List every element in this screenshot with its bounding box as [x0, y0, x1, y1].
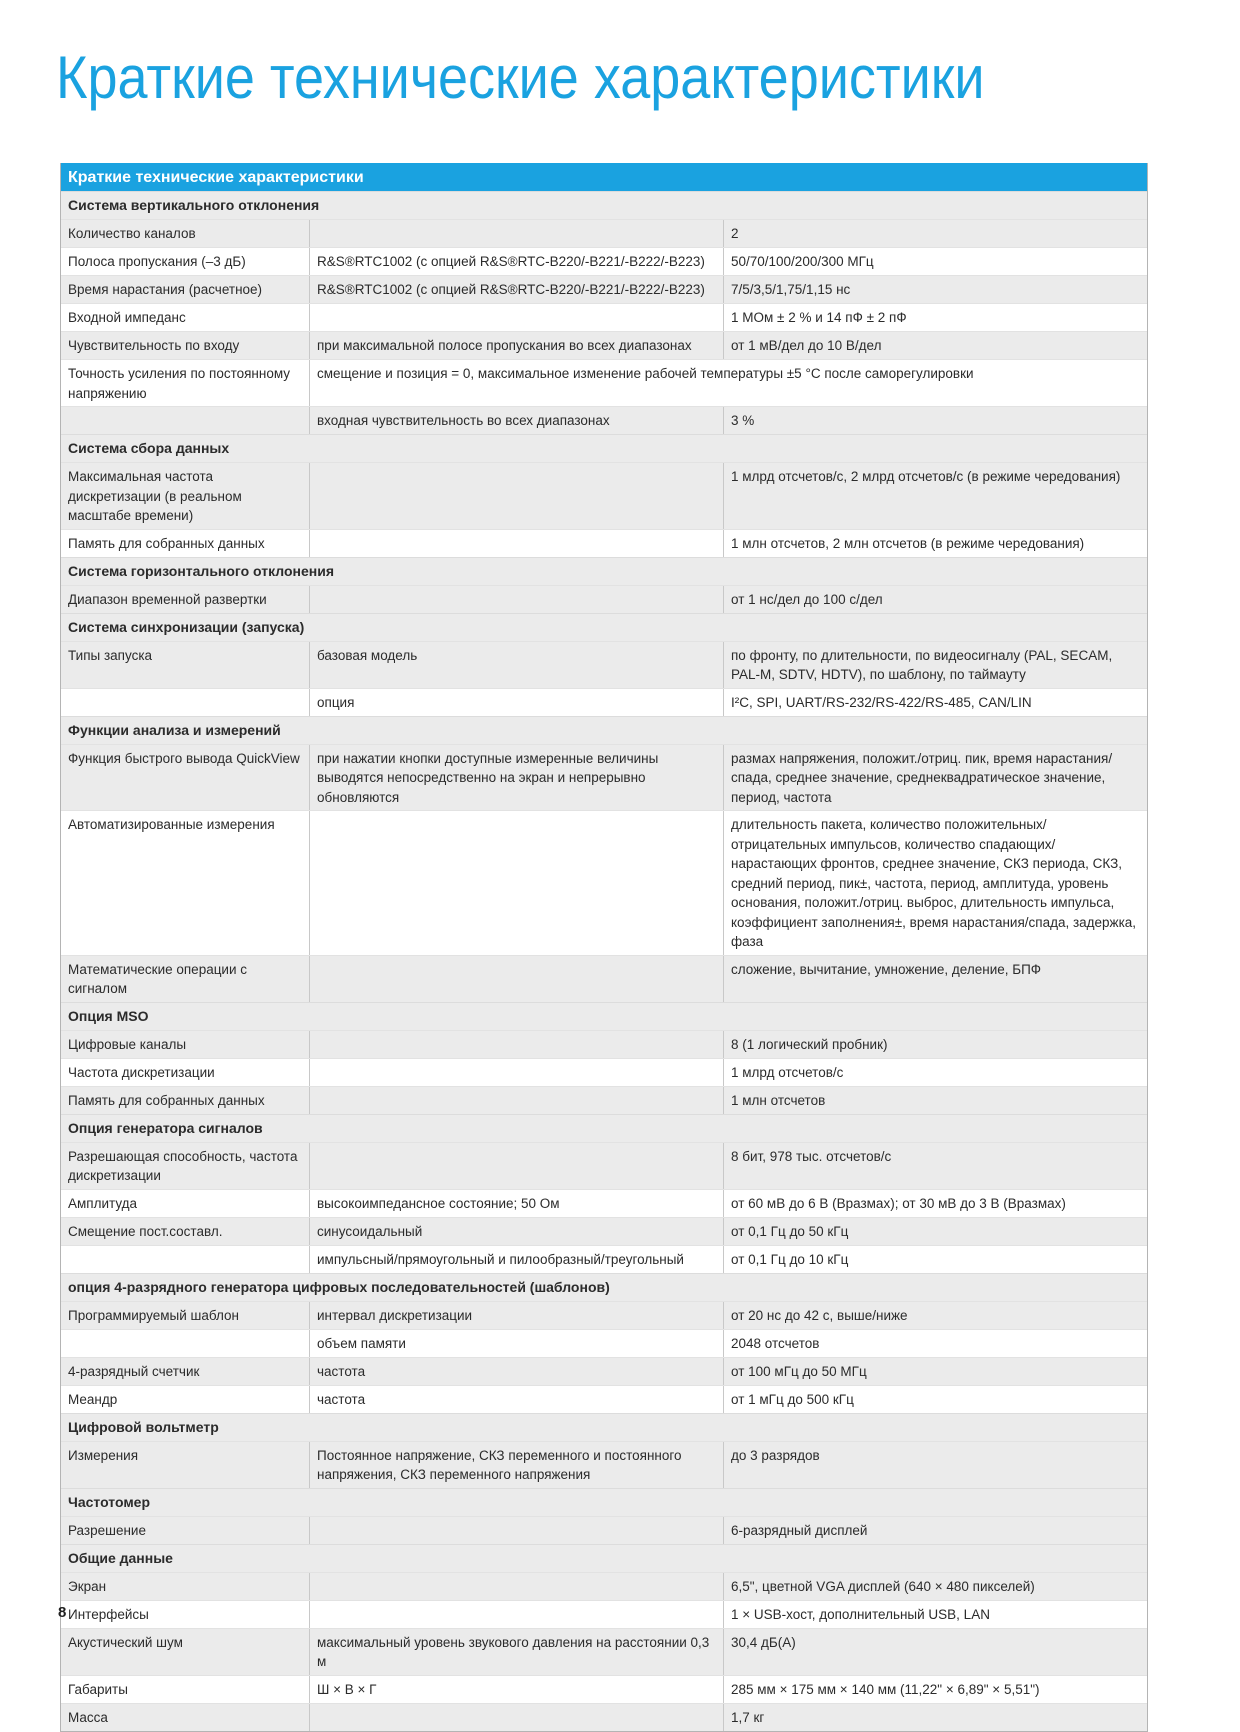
table-row	[61, 1628, 1147, 1675]
value-cell: по фронту, по длительности, по видеосигналу (PAL, SECAM, PAL-M, SDTV, HDTV), по шаблону, по таймауту	[723, 642, 1147, 688]
parameter-cell: Разрешающая способность, частота дискретизации	[68, 1148, 298, 1183]
section-heading: Опция генератора сигналов	[61, 1114, 1147, 1142]
condition-cell: базовая модель	[309, 642, 723, 688]
value-cell: 30,4 дБ(А)	[723, 1629, 1147, 1675]
value-cell: от 1 мВ/дел до 10 В/дел	[723, 332, 1147, 359]
value-cell: 1 млрд отсчетов/с	[723, 1059, 1147, 1086]
spec-table	[60, 163, 1148, 1732]
condition-cell	[309, 1087, 723, 1114]
condition-cell	[309, 586, 723, 613]
value-cell: 1 МОм ± 2 % и 14 пФ ± 2 пФ	[723, 304, 1147, 331]
section-heading: Цифровой вольтметр	[61, 1413, 1147, 1441]
page-number: 8	[58, 1604, 67, 1621]
table-row	[61, 1441, 1147, 1488]
condition-cell	[309, 530, 723, 557]
table-row	[61, 1385, 1147, 1413]
table-row	[61, 585, 1147, 613]
table-row	[61, 359, 1147, 406]
parameter-cell: Память для собранных данных	[68, 535, 265, 551]
table-row	[61, 1189, 1147, 1217]
parameter-cell: 4-разрядный счетчик	[68, 1363, 200, 1379]
table-row	[61, 1086, 1147, 1114]
table-row	[61, 1030, 1147, 1058]
table-row	[61, 247, 1147, 275]
condition-cell: при максимальной полосе пропускания во всех диапазонах	[309, 332, 723, 359]
value-cell: 285 мм × 175 мм × 140 мм (11,22" × 6,89" × 5,51")	[723, 1676, 1147, 1703]
section-rows	[61, 641, 1147, 716]
parameter-cell: Амплитуда	[68, 1195, 138, 1211]
section-rows	[61, 462, 1147, 557]
parameter-cell: Частота дискретизации	[68, 1064, 215, 1080]
table-row	[61, 275, 1147, 303]
condition-cell: импульсный/прямоугольный и пилообразный/треугольный	[309, 1246, 723, 1273]
parameter-cell: Интерфейсы	[68, 1606, 149, 1622]
table-row	[61, 1600, 1147, 1628]
condition-cell	[309, 1031, 723, 1058]
parameter-cell: Диапазон временной развертки	[68, 591, 267, 607]
parameter-cell	[61, 407, 309, 434]
table-row	[61, 688, 1147, 716]
table-row	[61, 955, 1147, 1002]
condition-cell	[309, 811, 723, 955]
table-row	[61, 1245, 1147, 1273]
parameter-cell	[61, 689, 309, 716]
section-heading: Система горизонтального отклонения	[61, 557, 1147, 585]
section-heading: Система синхронизации (запуска)	[61, 613, 1147, 641]
condition-cell	[309, 304, 723, 331]
condition-cell	[309, 1059, 723, 1086]
table-header: Краткие технические характеристики	[61, 163, 1147, 191]
parameter-cell: Функция быстрого вывода QuickView	[68, 750, 300, 766]
parameter-cell: Типы запуска	[68, 647, 153, 663]
condition-cell: R&S®RTC1002 (с опцией R&S®RTC-B220/-B221/-B222/-B223)	[309, 248, 723, 275]
table-row	[61, 529, 1147, 557]
value-cell: 2	[723, 220, 1147, 247]
table-row	[61, 1301, 1147, 1329]
parameter-cell: Входной импеданс	[68, 310, 186, 325]
parameter-cell: Измерения	[68, 1447, 139, 1463]
condition-cell: при нажатии кнопки доступные измеренные величины выводятся непосредственно на экран и непрерывно обновляются	[309, 745, 723, 811]
section-heading: Система вертикального отклонения	[61, 191, 1147, 219]
table-row	[61, 406, 1147, 434]
value-cell: 3 %	[723, 407, 1147, 434]
value-cell: 7/5/3,5/1,75/1,15 нс	[723, 276, 1147, 303]
value-cell: от 100 мГц до 50 МГц	[723, 1358, 1147, 1385]
value-cell: от 1 мГц до 500 кГц	[723, 1386, 1147, 1413]
parameter-cell: Математические операции с сигналом	[68, 961, 248, 996]
condition-cell: входная чувствительность во всех диапазонах	[309, 407, 723, 434]
section-heading: Опция MSO	[61, 1002, 1147, 1030]
table-row	[61, 641, 1147, 688]
section-heading: Общие данные	[61, 1544, 1147, 1572]
value-cell: от 0,1 Гц до 10 кГц	[723, 1246, 1147, 1273]
value-cell: 2048 отсчетов	[723, 1330, 1147, 1357]
section-rows	[61, 219, 1147, 434]
section-rows	[61, 585, 1147, 613]
parameter-cell: Точность усиления по постоянному напряжению	[68, 366, 291, 401]
table-row	[61, 1703, 1147, 1731]
value-cell: 1 млн отсчетов, 2 млн отсчетов (в режиме чередования)	[723, 530, 1147, 557]
condition-cell: частота	[309, 1386, 723, 1413]
section-rows	[61, 1572, 1147, 1731]
condition-cell	[309, 220, 723, 247]
parameter-cell: Память для собранных данных	[68, 1092, 265, 1108]
section-rows	[61, 1142, 1147, 1273]
value-cell: 6,5", цветной VGA дисплей (640 × 480 пикселей)	[723, 1573, 1147, 1600]
page-title: Краткие технические характеристики	[56, 44, 985, 111]
parameter-cell: Экран	[68, 1578, 107, 1594]
section-heading: Частотомер	[61, 1488, 1147, 1516]
value-cell: до 3 разрядов	[723, 1442, 1147, 1488]
parameter-cell: Время нарастания (расчетное)	[68, 282, 263, 297]
table-row	[61, 331, 1147, 359]
condition-cell	[309, 1143, 723, 1189]
table-row	[61, 810, 1147, 955]
section-rows	[61, 1441, 1147, 1488]
section-heading: опция 4-разрядного генератора цифровых последовательностей (шаблонов)	[61, 1273, 1147, 1301]
condition-cell: максимальный уровень звукового давления на расстоянии 0,3 м	[309, 1629, 723, 1675]
value-cell: 8 бит, 978 тыс. отсчетов/с	[723, 1143, 1147, 1189]
condition-cell: объем памяти	[309, 1330, 723, 1357]
value-cell: 1,7 кг	[723, 1704, 1147, 1731]
parameter-cell: Полоса пропускания (–3 дБ)	[68, 254, 246, 269]
parameter-cell	[61, 1330, 309, 1357]
table-row	[61, 1058, 1147, 1086]
parameter-cell: Количество каналов	[68, 226, 196, 241]
section-heading: Система сбора данных	[61, 434, 1147, 462]
parameter-cell: Смещение пост.составл.	[68, 1223, 223, 1239]
table-row	[61, 303, 1147, 331]
condition-cell: интервал дискретизации	[309, 1302, 723, 1329]
value-cell: 1 млн отсчетов	[723, 1087, 1147, 1114]
parameter-cell: Разрешение	[68, 1522, 146, 1538]
table-row	[61, 1572, 1147, 1600]
parameter-cell: Программируемый шаблон	[68, 1307, 239, 1323]
value-cell: 1 млрд отсчетов/с, 2 млрд отсчетов/с (в режиме чередования)	[723, 463, 1147, 529]
condition-cell: Ш × В × Г	[309, 1676, 723, 1703]
table-body	[61, 191, 1147, 1731]
condition-cell	[309, 1573, 723, 1600]
value-cell: 50/70/100/200/300 МГц	[723, 248, 1147, 275]
condition-cell	[309, 1601, 723, 1628]
condition-cell: синусоидальный	[309, 1218, 723, 1245]
parameter-cell: Максимальная частота дискретизации (в реальном масштабе времени)	[68, 469, 242, 523]
table-row	[61, 1217, 1147, 1245]
section-rows	[61, 1516, 1147, 1544]
condition-cell: Постоянное напряжение, СКЗ переменного и постоянного напряжения, СКЗ переменного напряжения	[309, 1442, 723, 1488]
table-row	[61, 462, 1147, 529]
condition-cell: высокоимпедансное состояние; 50 Ом	[309, 1190, 723, 1217]
parameter-cell	[61, 1246, 309, 1273]
value-cell: от 0,1 Гц до 50 кГц	[723, 1218, 1147, 1245]
condition-cell	[309, 1517, 723, 1544]
condition-cell: R&S®RTC1002 (с опцией R&S®RTC-B220/-B221/-B222/-B223)	[309, 276, 723, 303]
table-row	[61, 219, 1147, 247]
parameter-cell: Автоматизированные измерения	[68, 817, 275, 832]
parameter-cell: Масса	[68, 1709, 108, 1725]
value-cell: длительность пакета, количество положительных/отрицательных импульсов, количество спадающих/нарастающих фронтов, среднее значение, СКЗ периода, СКЗ, средний период, пик±, частота, период, амплитуда, уровень основания, положит./отриц. выброс, длительность импульса, коэффициент заполнения±, время нарастания/спада, задержка, фаза	[723, 811, 1147, 955]
value-cell: размах напряжения, положит./отриц. пик, время нарастания/спада, среднее значение, среднеквадратическое значение, период, частота	[723, 745, 1147, 811]
parameter-cell: Цифровые каналы	[68, 1036, 187, 1052]
section-rows	[61, 1030, 1147, 1114]
value-cell: 8 (1 логический пробник)	[723, 1031, 1147, 1058]
parameter-cell: Акустический шум	[68, 1634, 183, 1650]
value-cell: сложение, вычитание, умножение, деление, БПФ	[723, 956, 1147, 1002]
table-row	[61, 1516, 1147, 1544]
table-row	[61, 1329, 1147, 1357]
condition-cell	[309, 463, 723, 529]
value-cell: от 1 нс/дел до 100 с/дел	[723, 586, 1147, 613]
condition-cell	[309, 956, 723, 1002]
table-row	[61, 1142, 1147, 1189]
parameter-cell: Чувствительность по входу	[68, 338, 240, 353]
table-row	[61, 1675, 1147, 1703]
parameter-cell: Меандр	[68, 1391, 118, 1407]
condition-cell: смещение и позиция = 0, максимальное изменение рабочей температуры ±5 °C после саморегулировки	[309, 360, 1147, 406]
section-rows	[61, 744, 1147, 1002]
section-heading: Функции анализа и измерений	[61, 716, 1147, 744]
condition-cell	[309, 1704, 723, 1731]
section-rows	[61, 1301, 1147, 1413]
value-cell: 6-разрядный дисплей	[723, 1517, 1147, 1544]
table-row	[61, 1357, 1147, 1385]
condition-cell: опция	[309, 689, 723, 716]
value-cell: от 20 нс до 42 с, выше/ниже	[723, 1302, 1147, 1329]
table-row	[61, 744, 1147, 811]
value-cell: I²C, SPI, UART/RS-232/RS-422/RS-485, CAN/LIN	[723, 689, 1147, 716]
condition-cell: частота	[309, 1358, 723, 1385]
value-cell: от 60 мВ до 6 В (Вразмах); от 30 мВ до 3 В (Вразмах)	[723, 1190, 1147, 1217]
value-cell: 1 × USB-хост, дополнительный USB, LAN	[723, 1601, 1147, 1628]
parameter-cell: Габариты	[68, 1681, 128, 1697]
